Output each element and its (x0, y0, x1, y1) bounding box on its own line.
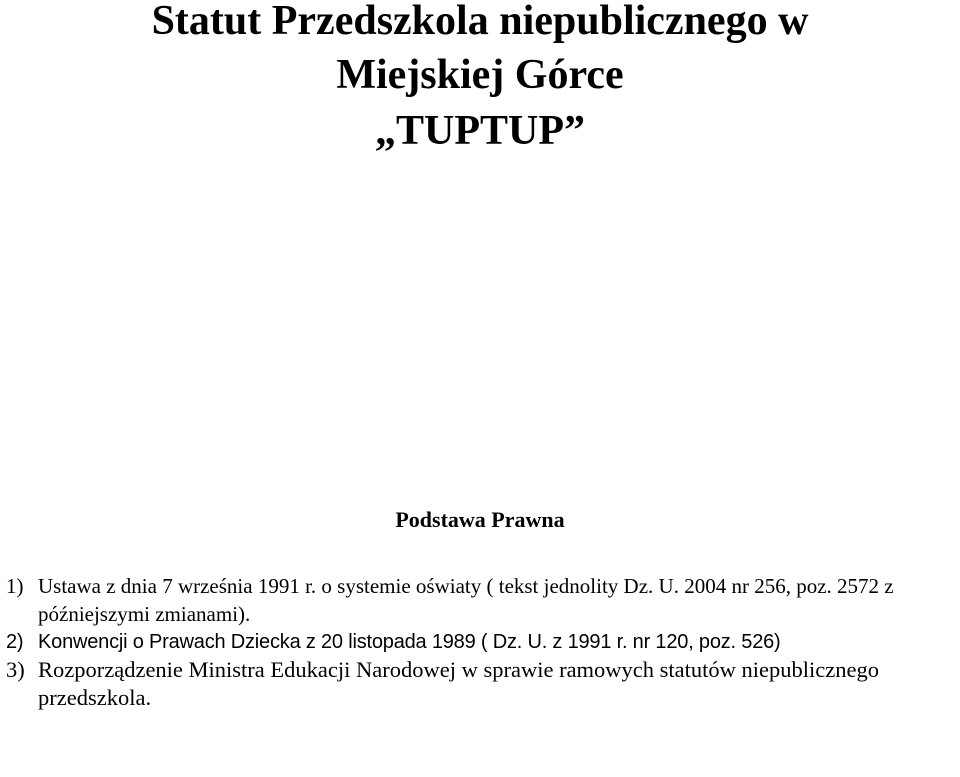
list-item-text: Rozporządzenie Ministra Edukacji Narodowej w sprawie ramowych statutów niepublicznego przedszkola. (38, 657, 879, 710)
list-item (6, 656, 958, 712)
list-item (6, 628, 958, 656)
list-item (6, 572, 958, 628)
section-heading: Podstawa Prawna (395, 507, 565, 532)
title-line-3: „TUPTUP” (375, 108, 585, 154)
title-line-1: Statut Przedszkola niepublicznego w (151, 0, 809, 44)
title-line-2: Miejskiej Górce (336, 52, 624, 98)
list-item-number: 2) (6, 631, 24, 653)
list-item-text: Ustawa z dnia 7 września 1991 r. o systemie oświaty ( tekst jednolity Dz. U. 2004 nr 256, poz. 2572 z późniejszymi zmianami). (38, 574, 894, 626)
list-item-number: 1) (6, 574, 24, 598)
list-item-text: Konwencji o Prawach Dziecka z 20 listopada 1989 ( Dz. U. z 1991 r. nr 120, poz. 526) (38, 631, 781, 653)
list-item-number: 3) (6, 657, 25, 682)
legal-basis-list (6, 572, 958, 712)
